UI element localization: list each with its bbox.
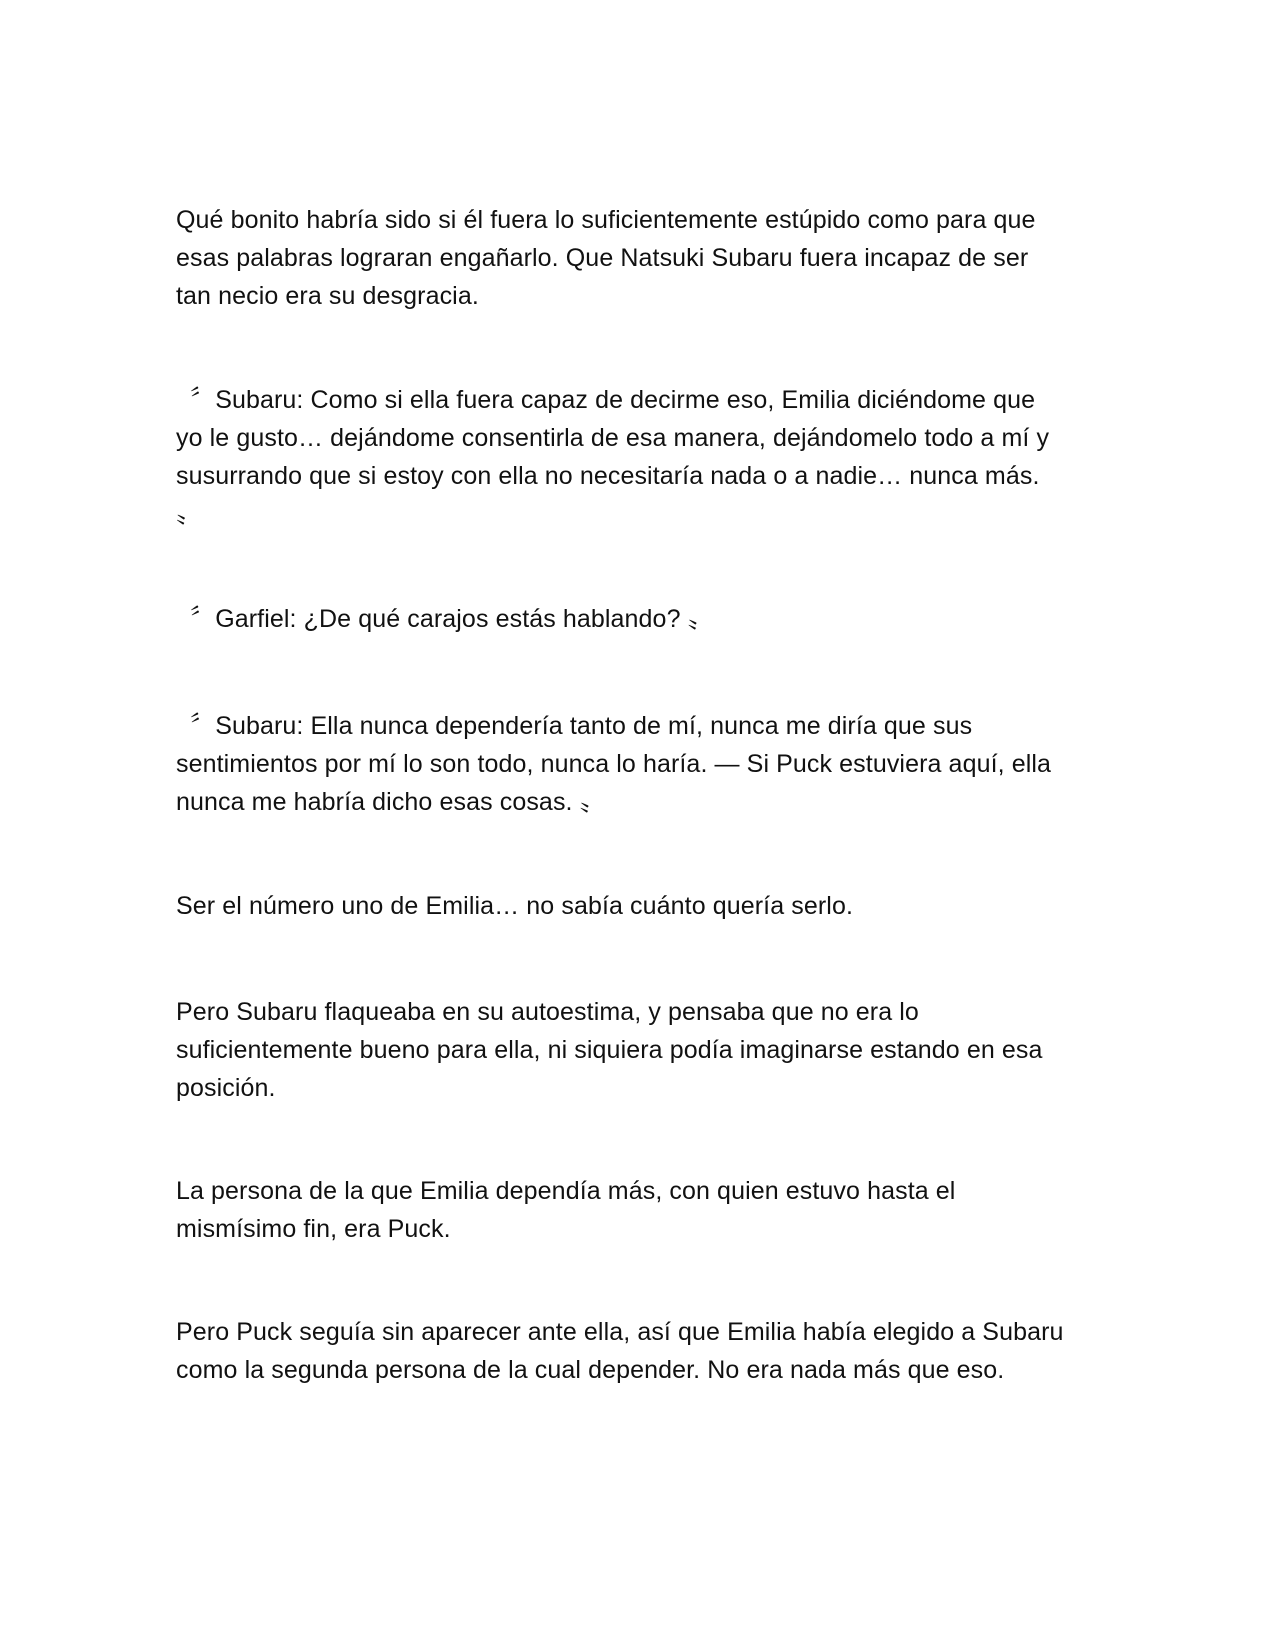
text-line: susurrando que si estoy con ella no necesitaría nada o a nadie… nunca más. [176,462,1040,490]
text-line: posición. [176,1074,276,1102]
text-line: esas palabras lograran engañarlo. Que Natsuki Subaru fuera incapaz de ser [176,244,1029,272]
text-line: como la segunda persona de la cual depender. No era nada más que eso. [176,1356,1005,1384]
text-line: tan necio era su desgracia. [176,282,479,310]
text-line: 〞Garfiel: ¿De qué carajos estás hablando? 〟 [176,605,713,633]
text-line: 〟 [176,500,202,528]
text-line: Qué bonito habría sido si él fuera lo suficientemente estúpido como para que [176,206,1036,234]
text-line: mismísimo fin, era Puck. [176,1215,451,1243]
text-line: 〞Subaru: Ella nunca dependería tanto de mí, nunca me diría que sus [176,712,973,740]
paragraph-6 [176,993,1101,1107]
paragraph-3-dialogue-garfiel [176,600,1101,638]
paragraph-7 [176,1172,1101,1248]
text-line: Pero Subaru flaqueaba en su autoestima, y pensaba que no era lo [176,998,919,1026]
text-line: nunca me habría dicho esas cosas. 〟 [176,788,605,816]
text-line: 〞Subaru: Como si ella fuera capaz de decirme eso, Emilia diciéndome que [176,386,1036,414]
text-line: suficientemente bueno para ella, ni siquiera podía imaginarse estando en esa [176,1036,1043,1064]
text-line: La persona de la que Emilia dependía más, con quien estuvo hasta el [176,1177,956,1205]
text-line: sentimientos por mí lo son todo, nunca lo haría. — Si Puck estuviera aquí, ella [176,750,1052,778]
paragraph-4-dialogue-subaru [176,707,1101,821]
text-line: yo le gusto… dejándome consentirla de esa manera, dejándomelo todo a mí y [176,424,1050,452]
text-line: Pero Puck seguía sin aparecer ante ella, así que Emilia había elegido a Subaru [176,1318,1064,1346]
paragraph-5 [176,887,1101,925]
paragraph-1 [176,201,1101,315]
paragraph-8 [176,1313,1101,1389]
paragraph-2-dialogue-subaru [176,381,1101,533]
text-line: Ser el número uno de Emilia… no sabía cuánto quería serlo. [176,892,854,920]
